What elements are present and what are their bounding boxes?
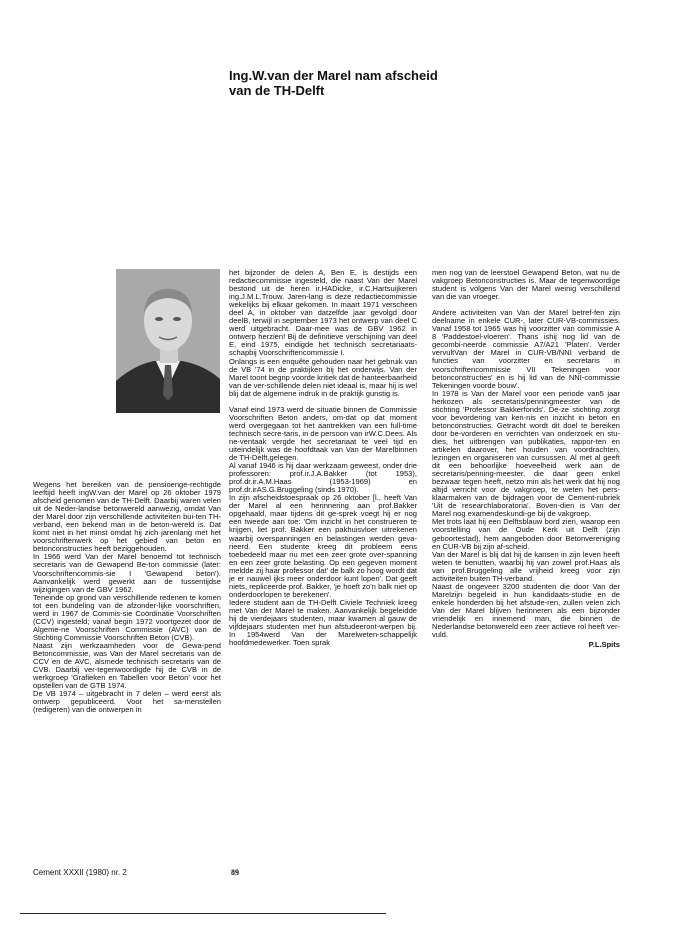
paragraph: Onlangs is een enquête gehouden naar het gebruik van de VB '74 in de praktijken bij het onderwijs. Van der Marel toont begrip voorde kritiek dat de hanteerbaarheid van de ver-schillende delen niet ideaal is, maar hij is wel blij dat de algemene indruk in de praktijk gunstig is. [229,356,417,398]
paragraph: In 1966 werd Van der Marel benoemd tot technisch secretaris van de Gewapend Be-ton commissie (later: Voorschriftencornmis-sie I 'Gewapend beton'). Aanvankelijk werd gewerkt aan de tussentijdse wijzigingen van de GBV 1962. [33,552,221,594]
paragraph: Wegens het bereiken van de pensioenge-rechtigde leeftijd heeft ingW.van der Marel op 26 oktober 1979 afscheid genomen van de TH-Delft. Daarbij waren velen uit de Neder-landse betonwereld aanwezig, omdat Van der Marel door zijn verschillende activiteiten bui-ten TH-verband, een bekend man in de beton-wereld is. Dat komt niet in het minst omdat hij zich jarenlang met het voorschriftenwerk op het gebied van beton en betonconstructies heeft beziggehouden. [33,480,221,554]
journal-reference: Cement XXXII (1980) nr. 2 [33,868,127,877]
paragraph: Al vanaf 1946 is hij daar werkzaam geweest, onder drie professoren: prof.ir.J.A.Bakker (tot 1953), prof.dr.ir.A.M.Haas (1953-1969) en prof.dr.irAS.G.Bruggeling (sinds 1970). [229,461,417,495]
paragraph: Van der Marel is blij dat hij de kansen in zijn leven heeft weten te benutten, waarbij hij van zowel prof.Haas als van prof.Bruggeling alle vrijheid kreeg voor zijn activiteiten buiten TH-verband. [432,549,620,583]
paragraph: Teneinde op grond van verschillende redenen te komen tot een bundeling van de afzonder-lijke voorschriften, werd in 1967 de Commis-sie Coördinatie Voorschriften (CCV) ingesteld; vanaf begin 1972 voortgezet door de Algeme-ne Voorschriften Commissie (AVC) van de Stichting Commissie Voorschriften Beton (CVB). [33,592,221,642]
column-2 [229,269,417,647]
author-signature: P.L.Spits [588,640,620,650]
portrait-photo [116,269,220,413]
page-number: 89 [231,868,239,877]
paragraph: men nog van de leerstoel Gewapend Beton, wat nu de vakgroep Betonconstructies is. Maar de tegenwoordige student is volgens Van der Marel weinig verschillend van die van vroeger. [432,268,620,302]
paragraph: Andere activiteiten van Van der Marel betref-fen zijn deelname in enkele CUR-, later CUR-VB-commissies. Vanaf 1958 tot 1965 was hij voorzitter van commissie A 8 'Paddestoel-vloeren'. Thans ishij nog lid van de gecombi-neerde commissie A7/A21 'Platen'. Verder vervultVan der Marel in CUR-VB/NNI verband de functies van voorzitter en secretaris in voorschriftencommissie VII Tekeningen voor betonconstructies' en is hij lid van de NNI-commissie Tekeningen voorde bouw'. [432,308,620,390]
paragraph: Naast de ongeveer 3200 studenten die door Van der Marelzijn begeleid in hun kandidaats-studie en de enkele honderden bij het afstude-ren, zullen velen zich Van der Marel blijven herinneren als een bijzonder vriendelijk en innemend man, die binnen de Nederlandse betonwereld een zeer actieve rol heeft ver-vuld. [432,581,620,640]
title-line-2: van de TH-Delft [229,83,325,98]
title-line-1: Ing.W.van der Marel nam afscheid [229,68,438,83]
paragraph: In 1978 is Van der Marel voor een periode van5 jaar herkozen als secretaris/penningmeester van de stichting 'Professor Bakkerfonds'. De-ze stichting zorgt voor bevordering van ken-nis en inzicht in beton en betonconstructies. Getracht wordt dit doel te bereiken door be-vorderen en verrichten van onderzoek en stu-dies, het uitbrengen van publikaties, rappor-ten en artikelen daarover, het houden van voordrachten, lezingen en organiseren van cursussen. Al met al geeft dit een behoorlijke hoeveelheid werk aan de secretaris/penning-meester, die daar geen enkel bezwaar tegen heeft, netzo min als het werk dat hij nog altijd verricht voor de vakgroep, te weten het pers-klaarmaken van de bijdragen voor de Cement-rubriek 'Uit de researchlaboratoria'. Boven-dien is Van der Marel nog examendeskundi-ge bij de vakgroep. [432,388,620,519]
paragraph: Vanaf eind 1973 werd de situatie binnen de Commissie Voorschriften Beton anders, om-dat op dat moment werd overgegaan tot het aantrekken van een full-time technisch secre-taris, in de persoon van irW.C.Dees. Als ne-ventaak vergde het secretariaat te veel tijd en uiteindelijk was de hoofdtaak van Van der Marelbinnen de TH-Delft,gelegen. [229,404,417,463]
paragraph: Met trots laat hij een Delftsblauw bord zien, waarop een voorstelling van de Oude Kerk uit Delft (zijn geboortestad), hem aangeboden door Betonvereniging en CUR-VB bij zijn af-scheid. [432,517,620,551]
paragraph: De VB 1974 – uitgebracht in 7 delen – werd eerst als ontwerp gepubliceerd. Voor het sa-menstellen (redigeren) van die ontwerpen in [33,689,221,715]
paragraph: In zijn afscheidstoespraak op 26 oktober [l., heeft Van der Marel al een herinnering aan prof.Bakker opgehaald, maar tijdens dit ge-sprek voegt hij er nog een tweede aan toe: 'Om inzicht in het construeren te krijgen, liet prof. Bakker een pakhuisvloer uitrekenen waarbij overspanningen en belastingen werden geva-rieerd. Een studente kreeg dit probleem eens toebedeeld maar nu met een zeer grote over-spanning en een zeer grote belasting. Op een gegeven moment meldde zij haar professor dat' de balk zo hoog wordt dat je er nauwel ijks meer onderdoor kunt lopen'. Dat geeft niets, repliceerde prof. Bakker, 'je hoeft zo'n balk niet op onderdoorlopen te berekenen'. [229,493,417,599]
portrait-illustration [116,269,220,413]
bottom-rule [20,913,386,914]
paragraph: Naast zijn werkzaamheden voor de Gewa-pend Betoncommissie, was Van der Marel secretaris van de CCV en de AVC, alsmede technisch secretaris van de CVB. Daarbij ver-tegenwoordigde hij de CVB in de werkgroep 'Grafieken en Tabellen voor Beton' voor het opstellen van de GTB 1974. [33,640,221,691]
paragraph: Iedere student aan de TH-Delft Civiele Techniek kreeg met Van der Marel te maken. Aanvankelijk begeleidde hij de vierdejaars studenten, maar kwamen al gauw de vijfdejaars studenten met hun afstudeeront-werpen bij. In 1954werd Van der Marelweten-schappelijk hoofdmedewerker. Toen sprak [229,597,417,648]
column-1 [33,481,221,714]
paragraph: het bijzonder de delen A, Ben E, is destijds een redactiecommissie ingesteld, die naast Van der Marel bestond uit de heren ir.HADicke, ir.C.Hartsuijkeren ing.J.M.L.Trouw. Jaren-lang is deze redactiecommissie wekelijks bij elkaar gekomen. In maart 1971 verscheen deel A, in oktober van datzelfde jaar gevolgd door deelB, terwijl in september 1973 het ontwerp van deel C werd uitgebracht. Daar-mee was de GBV 1962 in ontwerp herzien! Bij de definitieve verschijning van deel E, eind 1975, eindigde het technisch secretariaats-schapbij Voorschriftencommissie I. [229,268,417,358]
column-3 [432,269,620,649]
article-title [229,68,629,98]
